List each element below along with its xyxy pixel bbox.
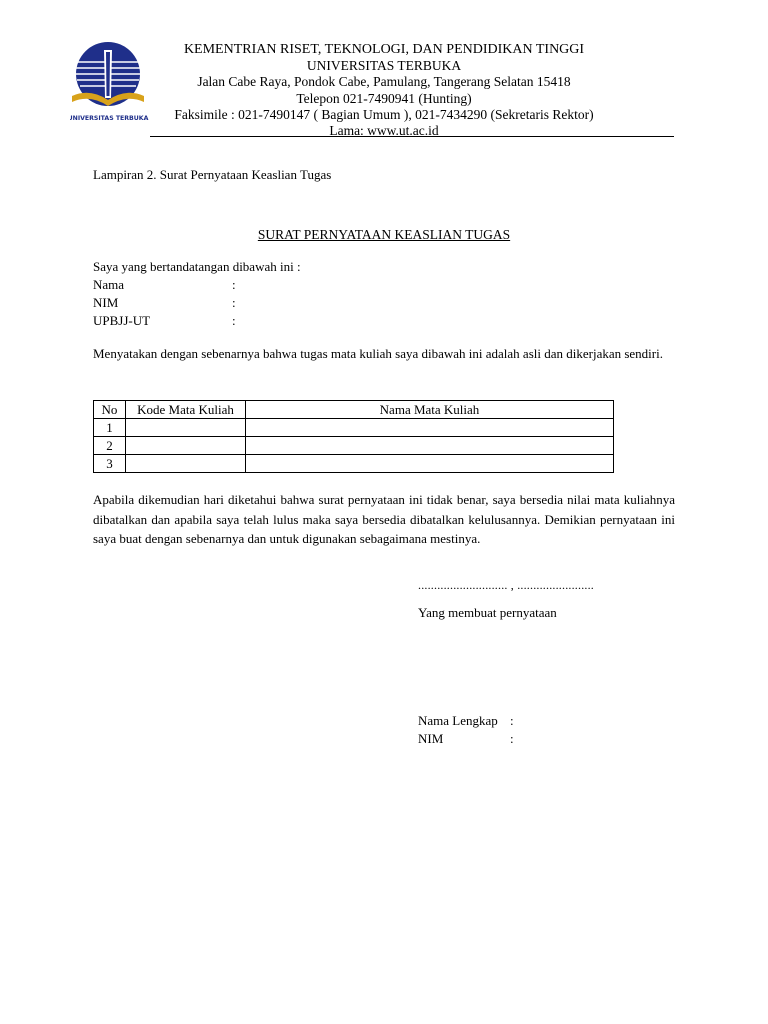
header-divider [150, 136, 674, 137]
course-name-cell [246, 455, 614, 473]
letterhead [150, 42, 618, 139]
university-logo [70, 40, 150, 126]
signer-caption: Yang membuat pernyataan [418, 605, 557, 620]
intro-text: Saya yang bertandatangan dibawah ini : [93, 259, 301, 274]
letterhead-phone: Telepon 021-7490941 (Hunting) [296, 90, 472, 106]
letterhead-ministry: KEMENTRIAN RISET, TEKNOLOGI, DAN PENDIDIKAN TINGGI [183, 42, 585, 57]
field-colon: : [510, 731, 514, 746]
field-label: NIM [93, 295, 119, 310]
header-course-name: Nama Mata Kuliah [246, 401, 614, 419]
row-number: 3 [94, 455, 126, 473]
place-date-line: ............................ , ........................ [418, 578, 594, 592]
document-title: SURAT PERNYATAAN KEASLIAN TUGAS [257, 227, 511, 242]
course-code-cell [126, 455, 246, 473]
statement-paragraph: Menyatakan dengan sebenarnya bahwa tugas mata kuliah saya dibawah ini adalah asli dan dikerjakan sendiri. [93, 346, 663, 361]
letterhead-fax: Faksimile : 021-7490147 ( Bagian Umum ), 021-7434290 (Sekretaris Rektor) [174, 106, 594, 122]
letterhead-university: UNIVERSITAS TERBUKA [306, 58, 462, 74]
table-row [94, 455, 614, 473]
field-colon: : [510, 713, 514, 728]
logo-text: UNIVERSITAS TERBUKA [70, 115, 149, 122]
table-row [94, 437, 614, 455]
course-name-cell [246, 437, 614, 455]
letterhead-address: Jalan Cabe Raya, Pondok Cabe, Pamulang, Tangerang Selatan 15418 [197, 74, 571, 90]
header-no: No [94, 401, 126, 419]
signature-field-name [418, 712, 514, 730]
field-label: NIM [418, 731, 444, 746]
table-header-row [94, 401, 614, 419]
course-table [93, 400, 614, 473]
course-name-cell [246, 419, 614, 437]
field-label: UPBJJ-UT [93, 313, 151, 328]
row-number: 1 [94, 419, 126, 437]
letterhead-website: Lama: www.ut.ac.id [329, 123, 439, 139]
signature-field-nim [418, 730, 514, 748]
field-nama [93, 276, 301, 294]
field-colon: : [232, 277, 236, 292]
closing-paragraph: Apabila dikemudian hari diketahui bahwa surat pernyataan ini tidak benar, saya bersedia nilai mata kuliahnya dibatalkan dan apabila saya telah lulus maka saya bersedia dibatalkan kelulusannya. Demikian pernyataan ini saya buat dengan sebenarnya dan untuk digunakan sebagaimana mestinya. [93, 492, 675, 546]
field-label: Nama Lengkap [418, 713, 498, 728]
identity-fields [93, 258, 301, 330]
course-code-cell [126, 419, 246, 437]
course-code-cell [126, 437, 246, 455]
field-nim [93, 294, 301, 312]
field-colon: : [232, 313, 236, 328]
signature-fields [418, 712, 514, 748]
field-colon: : [232, 295, 236, 310]
field-upbjj [93, 312, 301, 330]
table-row [94, 419, 614, 437]
header-course-code: Kode Mata Kuliah [126, 401, 246, 419]
row-number: 2 [94, 437, 126, 455]
attachment-label: Lampiran 2. Surat Pernyataan Keaslian Tugas [93, 167, 332, 182]
field-label: Nama [93, 277, 125, 292]
